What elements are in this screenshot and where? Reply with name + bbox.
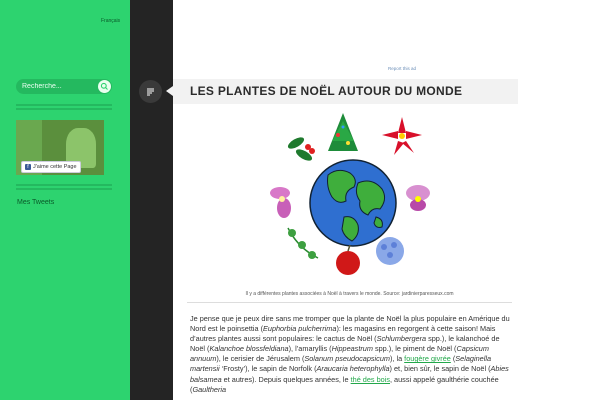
caption-divider <box>187 302 512 303</box>
body-italic: Schlumbergera <box>376 334 427 344</box>
search-button[interactable] <box>98 80 111 93</box>
body-italic: Selaginella martensii <box>190 354 491 374</box>
body-text: spp.), le piment de Noël ( <box>372 344 457 354</box>
search-icon <box>98 80 111 93</box>
search-input[interactable] <box>22 81 92 92</box>
body-italic: Araucaria heterophylla <box>316 364 390 374</box>
body-italic: Hippeastrum <box>331 344 373 354</box>
body-text: ): les magasins en regorgent à cette saison! Mais d’autres plantes aussi sont populaires: le cactus de Noël ( <box>190 324 496 344</box>
body-text: ), le cerisier de Jérusalem ( <box>216 354 305 364</box>
sidebar-divider <box>16 184 112 186</box>
body-italic: Euphorbia pulcherrima <box>263 324 337 334</box>
search-box <box>16 79 112 94</box>
world-christmas-plants-illustration <box>258 113 448 283</box>
body-italic: Gaultheria <box>192 384 227 394</box>
report-ad-link[interactable]: Report this ad <box>388 66 417 71</box>
body-text: spp.), le kalanchoé de Noël ( <box>190 334 500 354</box>
facebook-like-button[interactable] <box>21 161 81 173</box>
facebook-page-widget[interactable] <box>16 120 104 175</box>
body-text: ), l’amaryllis ( <box>288 344 332 354</box>
facebook-like-label: J'aime cette Page <box>33 164 77 170</box>
post-title[interactable]: LES PLANTES DE NOËL AUTOUR DU MONDE <box>190 84 463 98</box>
document-icon <box>146 87 155 96</box>
body-text: ), la <box>389 354 405 364</box>
body-italic: Kalanchoe blossfeldiana <box>209 344 289 354</box>
figure-caption: Il y a différentes plantes associées à Noël à travers le monde. Source: jardinierparesseux.com <box>245 291 454 297</box>
language-link[interactable]: Français <box>101 18 121 24</box>
post-format-button[interactable] <box>139 80 162 103</box>
body-italic: Capsicum annuum <box>190 344 489 364</box>
body-text: ( <box>450 354 456 364</box>
body-text: ‘Frosty’), le sapin de Norfolk ( <box>219 364 317 374</box>
title-arrow <box>166 86 173 96</box>
sidebar-divider <box>16 108 112 110</box>
body-text: et autres). Depuis quelques années, le <box>221 374 351 384</box>
body-text: ) et, bien sûr, le sapin de Noël ( <box>389 364 491 374</box>
link-the-des-bois[interactable]: thé des bois <box>350 374 390 384</box>
sidebar-divider <box>16 104 112 106</box>
dark-strip <box>130 0 173 400</box>
sidebar-divider <box>16 188 112 190</box>
body-text: , aussi appelé gaulthérie couchée ( <box>190 374 499 394</box>
body-italic: Solanum pseudocapsicum <box>304 354 390 364</box>
tweets-link[interactable]: Mes Tweets <box>17 199 55 206</box>
facebook-icon: f <box>25 164 31 170</box>
body-italic: Abies balsamea <box>190 364 509 384</box>
link-fougere-givree[interactable]: fougère givrée <box>404 354 451 364</box>
post-body <box>190 314 512 395</box>
body-text: Je pense que je peux dire sans me tromper que la plante de Noël la plus populaire en Amérique du Nord est le poinsettia ( <box>190 314 510 334</box>
